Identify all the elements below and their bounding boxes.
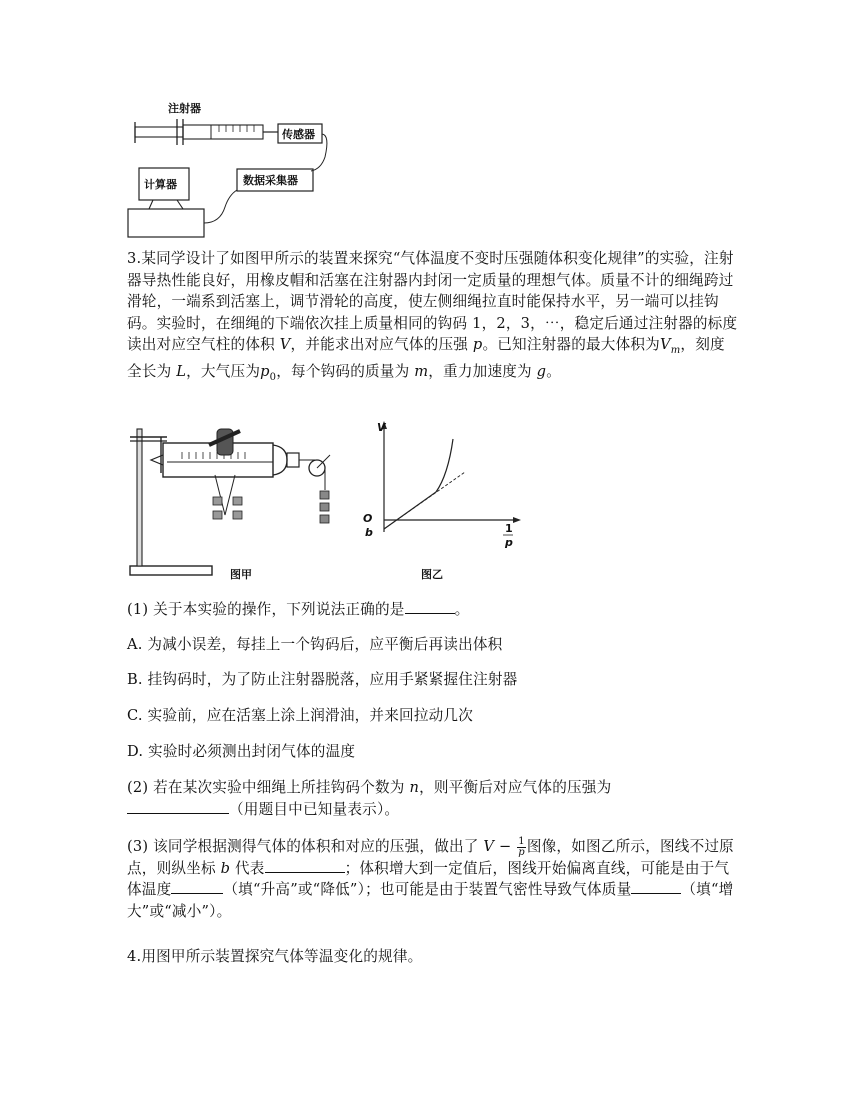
q3-text-2: 图像，如图乙所示，图线不过原点，则纵坐标: [127, 838, 734, 877]
question-1: [127, 599, 739, 621]
problem-3-intro: [127, 248, 739, 389]
option-b-text: B. 挂钩码时，为了防止注射器脱落，应用手紧紧握住注射器: [127, 671, 518, 688]
q3-symbol-v: V: [483, 838, 495, 855]
symbol-g: g: [536, 363, 547, 381]
q3-blank-temperature[interactable]: [171, 879, 223, 894]
symbol-v: V: [279, 336, 291, 353]
question-3: [127, 836, 739, 922]
axis-x-numerator: 1: [505, 522, 513, 535]
q1-answer-blank[interactable]: [405, 599, 455, 614]
symbol-p0-sub: 0: [269, 372, 277, 384]
q2-text-2: ，则平衡后对应气体的压强为: [419, 779, 612, 796]
q3-minus: −: [494, 838, 517, 855]
fig-yi-caption: 图乙: [421, 568, 443, 581]
q2-text-3: （用题目中已知量表示）。: [229, 800, 400, 818]
q2-text-1: (2) 若在某次实验中细绳上所挂钩码个数为: [127, 779, 410, 796]
q3-blank-b[interactable]: [265, 858, 345, 873]
symbol-m: m: [414, 363, 429, 381]
intercept-b-label: b: [365, 526, 373, 539]
q2-symbol-n: n: [409, 779, 420, 796]
option-d: [127, 741, 739, 763]
symbol-l: L: [176, 363, 187, 381]
option-a: [127, 634, 739, 656]
axis-x-denominator: p: [505, 536, 513, 549]
computer-label: 计算器: [144, 178, 177, 191]
q3-text-3: 代表: [230, 859, 265, 877]
problem-3-number: 3.: [127, 250, 142, 267]
intro-text-8: 。: [546, 363, 562, 381]
q1-stem: (1) 关于本实验的操作，下列说法正确的是: [127, 601, 405, 618]
q3-text-1: (3) 该同学根据测得气体的体积和对应的压强，做出了: [127, 838, 484, 855]
intro-text-7: ，重力加速度为: [428, 363, 537, 381]
intro-text-4: ，刻度全长为: [127, 336, 725, 381]
q3-fraction: [517, 837, 526, 858]
q3-text-6: （填“增大”或“减小”）。: [127, 881, 734, 920]
option-d-text: D. 实验时必须测出封闭气体的温度: [127, 743, 356, 760]
q3-blank-mass[interactable]: [631, 879, 681, 894]
q3-text-5: （填“升高”或“降低”）；也可能是由于装置气密性导致气体质量: [223, 881, 632, 898]
collector-label: 数据采集器: [243, 174, 298, 187]
option-c-text: C. 实验前，应在活塞上涂上润滑油，并来回拉动几次: [127, 707, 473, 724]
graph-yi: [355, 415, 530, 583]
q1-stem-end: 。: [454, 601, 470, 618]
q3-text-4: ；体积增大到一定值后，图线开始偏离直线，可能是由于气体温度: [127, 859, 730, 898]
apparatus-diagram-top: [125, 95, 335, 245]
q3-frac-num: 1: [518, 835, 525, 847]
fig-jia-caption: 图甲: [230, 568, 252, 581]
axis-v-label: V: [377, 421, 386, 434]
syringe-label: 注射器: [168, 102, 201, 115]
intro-text-3: 。已知注射器的最大体积为: [482, 336, 660, 353]
intro-text-1: 某同学设计了如图甲所示的装置来探究“气体温度不变时压强随体积变化规律”的实验，注射器导热性能良好，用橡皮帽和活塞在注射器内封闭一定质量的理想气体。质量不计的细绳跨过滑轮，一端系到活塞上，调节滑轮的高度，使左侧细绳拉直时能保持水平，另一端可以挂钩码。实验时，在细绳的下端依次挂上质量相同的钩码 1，2，3，⋯，稳定后通过注射器的标度读出对应空气柱的体积: [127, 250, 738, 353]
symbol-vm-sub: m: [670, 344, 681, 356]
symbol-vm: V: [659, 336, 671, 353]
problem-4: [127, 946, 739, 968]
problem-4-text: 4.用图甲所示装置探究气体等温变化的规律。: [127, 948, 423, 965]
question-2: [127, 777, 739, 820]
symbol-p: p: [472, 336, 483, 353]
q3-frac-den: p: [518, 846, 525, 858]
option-b: [127, 669, 739, 691]
intro-text-5: ，大气压为: [186, 363, 261, 381]
option-a-text: A. 为减小误差，每挂上一个钩码后，应平衡后再读出体积: [127, 636, 503, 653]
sensor-label: 传感器: [282, 128, 315, 141]
q2-answer-blank[interactable]: [127, 799, 229, 814]
symbol-p0: p: [260, 363, 270, 381]
intro-text-6: ，每个钩码的质量为: [276, 363, 415, 381]
intro-text-2: ，并能求出对应气体的压强: [290, 336, 473, 353]
q3-symbol-b: b: [220, 859, 231, 877]
option-c: [127, 705, 739, 727]
origin-label: O: [363, 512, 373, 525]
apparatus-diagram-jia: [127, 415, 337, 583]
